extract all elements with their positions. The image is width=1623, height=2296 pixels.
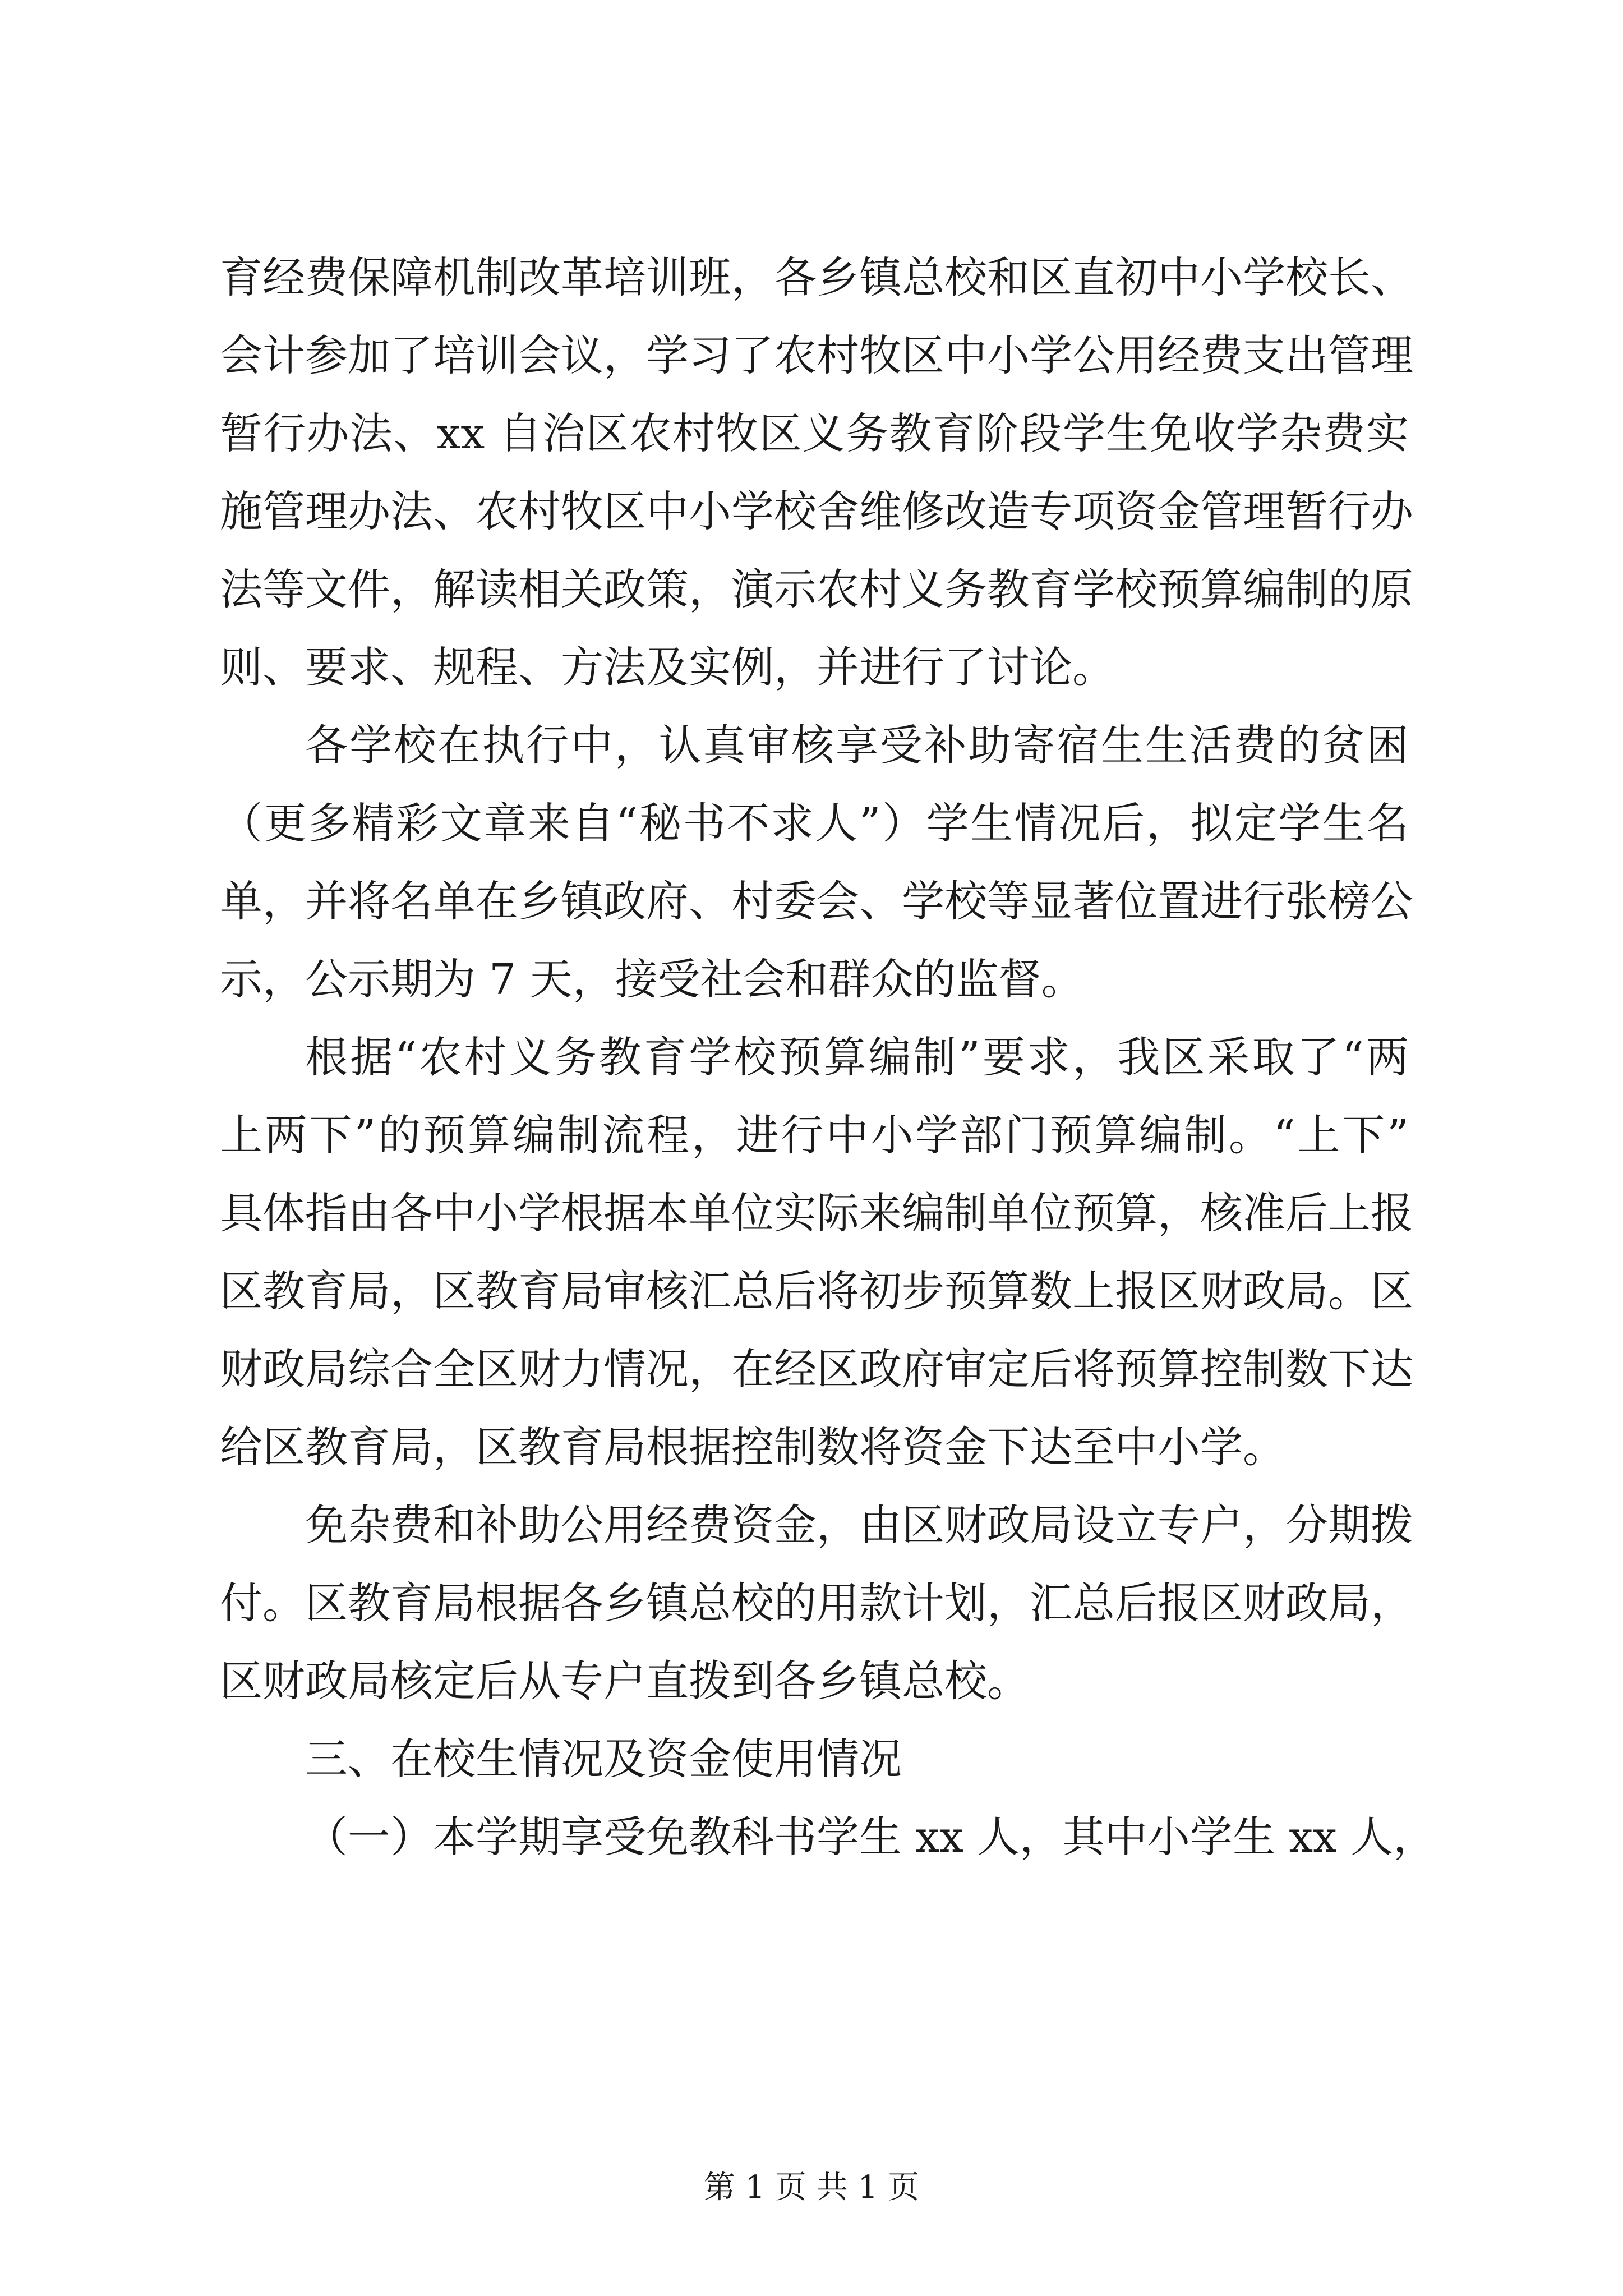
text-line: 施管理办法、农村牧区中小学校舍维修改造专项资金管理暂行办 (220, 486, 1413, 536)
text-line: 则、要求、规程、方法及实例，并进行了讨论。 (220, 642, 1115, 692)
section-heading (220, 1720, 1409, 1798)
document-body (220, 238, 1436, 1876)
paragraph-budget-process (220, 1018, 1413, 1486)
text-line: 各学校在执行中，认真审核享受补助寄宿生生活费的贫困 (305, 720, 1409, 770)
text-line: 具体指由各中小学根据本单位实际来编制单位预算，核准后上报 (220, 1188, 1413, 1238)
text-line: 给区教育局，区教育局根据控制数将资金下达至中小学。 (220, 1422, 1285, 1472)
heading-line: 三、在校生情况及资金使用情况 (305, 1734, 902, 1784)
paragraph-students (220, 1798, 1436, 1876)
text-line: 单，并将名单在乡镇政府、村委会、学校等显著位置进行张榜公 (220, 876, 1413, 926)
paragraph-fund-disbursement (220, 1486, 1413, 1720)
text-line: 暂行办法、xx 自治区农村牧区义务教育阶段学生免收学杂费实 (220, 408, 1409, 458)
text-line: （一）本学期享受免教科书学生 xx 人，其中小学生 xx 人， (305, 1812, 1436, 1862)
text-line: 法等文件，解读相关政策，演示农村义务教育学校预算编制的原 (220, 564, 1413, 614)
page-footer: 第 1 页 共 1 页 (703, 2169, 920, 2206)
text-line: 根据“农村义务教育学校预算编制”要求，我区采取了“两 (305, 1032, 1409, 1082)
text-line: 育经费保障机制改革培训班，各乡镇总校和区直初中小学校长、 (220, 252, 1413, 302)
paragraph-subsidy-list (220, 706, 1413, 1018)
text-line: 财政局综合全区财力情况，在经区政府审定后将预算控制数下达 (220, 1344, 1413, 1394)
text-line: 会计参加了培训会议，学习了农村牧区中小学公用经费支出管理 (220, 330, 1413, 380)
text-line: 付。区教育局根据各乡镇总校的用款计划，汇总后报区财政局， (220, 1578, 1413, 1628)
text-line: 区教育局，区教育局审核汇总后将初步预算数上报区财政局。区 (220, 1266, 1413, 1316)
text-line: 上两下”的预算编制流程，进行中小学部门预算编制。“上下” (220, 1110, 1409, 1160)
text-line: 示，公示期为 7 天，接受社会和群众的监督。 (220, 954, 1084, 1004)
text-line: 免杂费和补助公用经费资金，由区财政局设立专户，分期拨 (305, 1500, 1413, 1550)
text-line: 区财政局核定后从专户直拨到各乡镇总校。 (220, 1656, 1030, 1706)
text-line: （更多精彩文章来自“秘书不求人”）学生情况后，拟定学生名 (220, 798, 1409, 848)
paragraph-training (220, 238, 1413, 706)
